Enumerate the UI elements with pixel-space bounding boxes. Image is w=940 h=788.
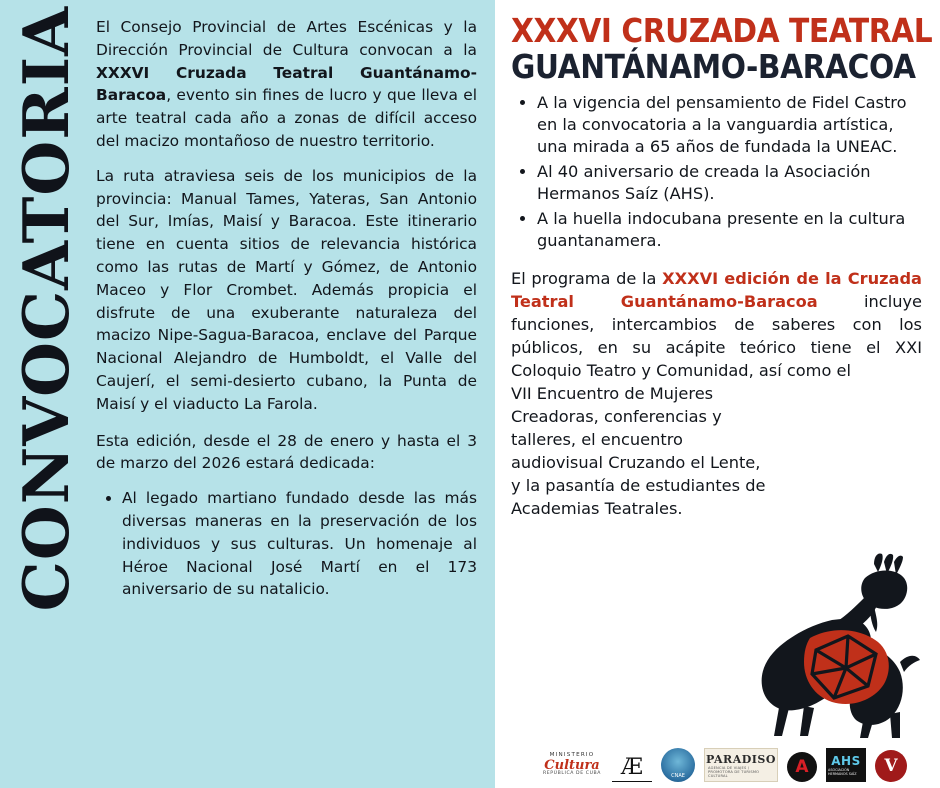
- logo-mincult-line2: Cultura: [544, 757, 600, 773]
- program-paragraph: [511, 267, 922, 382]
- list-item: • Al 40 aniversario de creada la Asociación Hermanos Saíz (AHS).: [537, 161, 922, 205]
- list-item: • A la huella indocubana presente en la cultura guantanamera.: [537, 208, 922, 252]
- logo-paradiso-name: PARADISO: [706, 752, 776, 766]
- logo-asociacion-a: A: [787, 752, 817, 782]
- logo-ahs-fullname: ASOCIACIÓN HERMANOS SAÍZ: [828, 768, 857, 776]
- logo-paradiso: [704, 748, 778, 782]
- left-paragraph-1: [96, 16, 477, 153]
- program-accent-title: XXXVI edición de la Cruzada Teatral Guantánamo-Baracoa: [511, 268, 922, 311]
- program-paragraph-continued: VII Encuentro de Mujeres Creadoras, conferencias y talleres, el encuentro audiovisual Cruzando el Lente, y la pasantía de estudiantes de Academias Teatrales.: [511, 383, 766, 518]
- logo-ahs-acronym: AHS: [831, 754, 861, 768]
- sponsor-logos-strip: [541, 746, 907, 782]
- program-part-a: El programa de la: [511, 268, 663, 288]
- logo-paradiso-tagline: AGENCIA DE VIAJES / PROMOTORA DE TURISMO CULTURAL: [708, 765, 760, 778]
- goat-illustration: [724, 550, 934, 740]
- convocatoria-vertical-title: CONVOCATORIA: [8, 6, 83, 612]
- page-title-line-2: GUANTÁNAMO-BARACOA: [511, 46, 916, 86]
- list-item: • Al legado martiano fundado desde las más diversas maneras en la preservación de los individuos y sus culturas. Un homenaje al Héroe Nacional José Martí en el 173 aniversario de su natalicio.: [122, 487, 477, 601]
- logo-uneac-v: V: [875, 750, 907, 782]
- logo-artes-escenicas: Æ: [612, 746, 652, 782]
- dedication-bullet-list: [511, 92, 922, 252]
- logo-mincult-line1: MINISTERIO: [549, 751, 595, 758]
- program-part-b: incluye funciones, intercambios de saberes con los públicos, en su acápite teórico tiene el XXI Coloquio Teatro y Comunidad, así como el: [511, 291, 922, 380]
- logo-ministerio-de-cultura: [541, 748, 603, 782]
- left-para1-part-a: El Consejo Provincial de Artes Escénicas y la Dirección Provincial de Cultura convocan a la: [96, 18, 477, 59]
- list-item: • A la vigencia del pensamiento de Fidel Castro en la convocatoria a la vanguardia artística, una mirada a 65 años de fundada la UNEAC.: [537, 92, 922, 158]
- vertical-title-container: [0, 0, 92, 788]
- left-para1-part-b: , evento sin fines de lucro y que lleva el arte teatral cada año a zonas de difícil acceso del macizo montañoso de nuestro territorio.: [96, 86, 477, 150]
- logo-mincult-line3: REPÚBLICA DE CUBA: [542, 771, 602, 777]
- logo-consejo-nacional-artes-escenicas: CNAE: [661, 748, 695, 782]
- left-body-text: [92, 0, 495, 788]
- right-panel: [495, 0, 940, 788]
- left-para1-bold: XXXVI Cruzada Teatral Guantánamo-Baracoa: [96, 63, 477, 105]
- left-paragraph-3: Esta edición, desde el 28 de enero y hasta el 3 de marzo del 2026 estará dedicada:: [96, 431, 477, 473]
- logo-ahs: [826, 748, 866, 782]
- left-dedication-list: [96, 487, 477, 601]
- page-title-line-1: XXXVI CRUZADA TEATRAL: [511, 11, 933, 50]
- left-paragraph-2: La ruta atraviesa seis de los municipios de la provincia: Manual Tames, Yateras, San Antonio del Sur, Imías, Maisí y Baracoa. Este itinerario tiene en cuenta sitios de relevancia histórica como las rutas de Martí y Gómez, de Antonio Maceo y Flor Crombet. Además propicia el disfrute de una exuberante naturaleza del macizo Nipe-Sagua-Baracoa, enclave del Parque Nacional Alejandro de Humboldt, el Valle del Caujerí, el semi-desierto cubano, la Punta de Maisí y el viaducto La Farola.: [96, 166, 477, 413]
